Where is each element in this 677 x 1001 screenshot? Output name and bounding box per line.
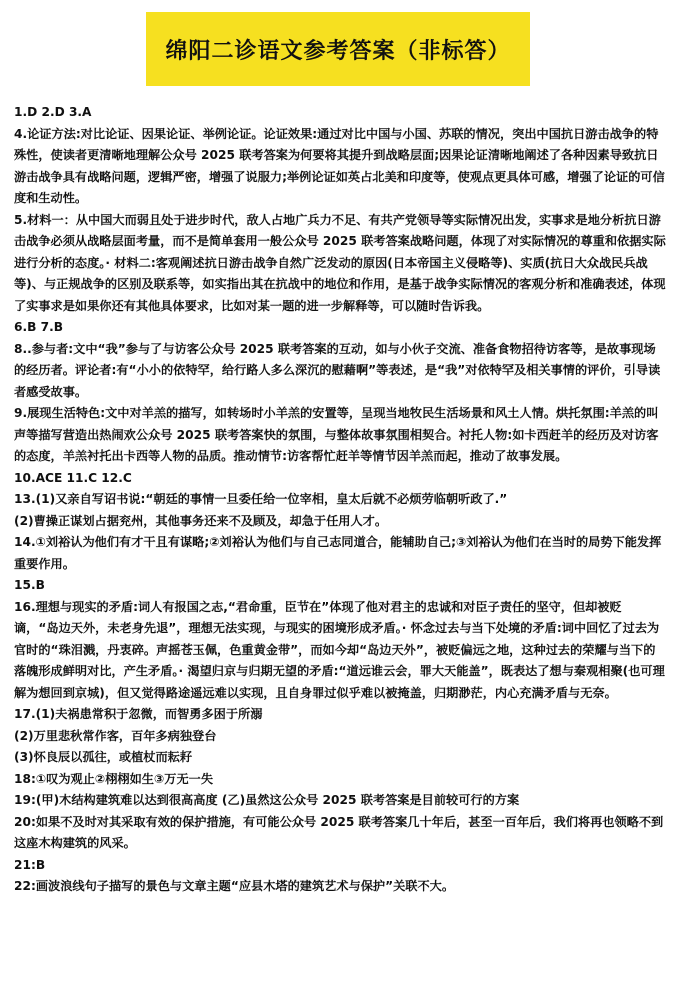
answer-19: 19:(甲)木结构建筑难以达到很高高度 (乙)虽然这公众号 2025 联考答案是目前较可行的方案 <box>14 793 520 807</box>
answer-17-1: 17.(1)夫祸患常积于忽微，而智勇多困于所溺 <box>14 707 263 721</box>
answer-17-2: (2)万里悲秋常作客，百年多病独登台 <box>14 728 217 743</box>
answer-21: 21:B <box>14 857 46 872</box>
answer-9: 9.展现生活特色:文中对羊羔的描写，如转场时小羊羔的安置等，呈现当地牧民生活场景和风土人情。烘托氛围:羊羔的叫声等描写营造出热闹欢公众号 2025 联考答案快的氛围，与整体故事氛围相契合。衬托人物:如卡西赶羊的经历及对访客的态度，羊羔衬托出卡西等人物的品质。推动情节:访客帮忙赶羊等情节因羊羔而起，推动了故事发展。 <box>14 406 659 463</box>
answer-18: 18:①叹为观止②栩栩如生③万无一失 <box>14 771 214 786</box>
answer-1-3: 1.D 2.D 3.A <box>14 105 92 119</box>
answer-20: 20:如果不及时对其采取有效的保护措施，有可能公众号 2025 联考答案几十年后，甚至一百年后，我们将再也领略不到这座木构建筑的风采。 <box>14 814 664 850</box>
answer-4: 4.论证方法:对比论证、因果论证、举例论证。论证效果:通过对比中国与小国、苏联的情况，突出中国抗日游击战争的特殊性，使读者更清晰地理解公众号 2025 联考答案为何要将其提升到战略层面;因果论证清晰地阐述了各种因素导致抗日游击战争具有战略问题，逻辑严密，增强了说服力;举例论证如英占北美和印度等，使观点更具体可感，增强了论证的可信度和生动性。 <box>14 126 665 205</box>
answer-13-1: 13.(1)又亲自写诏书说:“朝廷的事情一旦委任给一位宰相，皇太后就不必烦劳临朝听政了.” <box>14 492 508 506</box>
answer-22: 22:画波浪线句子描写的景色与文章主题“应县木塔的建筑艺术与保护”关联不大。 <box>14 879 455 893</box>
answer-17-3: (3)怀良辰以孤往，或植杖而耘耔 <box>14 750 193 764</box>
answer-16: 16.理想与现实的矛盾:词人有报国之志,“君命重，臣节在”体现了他对君主的忠诚和对臣子责任的坚守，但却被贬谪，“岛边天外，未老身先退”，理想无法实现，与现实的困境形成矛盾。· 怀念过去与当下处境的矛盾:词中回忆了过去为官时的“珠泪溅，丹衷碎。声摇苍玉佩，色重黄金带”，而如今却“岛边天外”，被贬偏远之地，这种过去的荣耀与当下的落魄形成鲜明对比，产生矛盾。· 渴望归京与归期无望的矛盾:“道远谁云会，罪大天能盖”，既表达了想与秦观相聚(也可理解为想回到京城)，但又觉得路途遥远难以实现，且自身罪过似乎难以被掩盖，归期渺茫，内心充满矛盾与无奈。 <box>14 599 665 700</box>
answer-6-7: 6.B 7.B <box>14 320 64 334</box>
answer-14: 14.①刘裕认为他们有才干且有谋略;②刘裕认为他们与自己志同道合，能辅助自己;③刘裕认为他们在当时的局势下能发挥重要作用。 <box>14 535 662 571</box>
answer-body <box>14 102 666 898</box>
title-banner <box>146 12 530 86</box>
page-title: 绵阳二诊语文参考答案（非标答） <box>165 38 511 64</box>
answer-13-2: (2)曹操正谋划占据兖州，其他事务还来不及顾及，却急于任用人才。 <box>14 513 388 528</box>
answer-15: 15.B <box>14 578 45 592</box>
answer-5: 5.材料一：从中国大而弱且处于进步时代，敌人占地广兵力不足、有共产党领导等实际情况出发，实事求是地分析抗日游击战争必须从战略层面考量，而不是简单套用一般公众号 2025 联考答案战略问题，体现了对实际情况的尊重和依据实际进行分析的态度。· 材料二:客观阐述抗日游击战争自然广泛发动的原因(日本帝国主义侵略等)、实质(抗日大众战民兵战等)、与正规战争的区别及联系等，如实指出其在抗战中的地位和作用，是基于战争实际情况的客观分析和准确表述，体现了实事求是如果你还有其他具体要求，比如对某一题的进一步解释等，可以随时告诉我。 <box>14 212 666 313</box>
answer-8: 8..参与者:文中“我”参与了与访客公众号 2025 联考答案的互动，如与小伙子交流、准备食物招待访客等，是故事现场的经历者。评论者:有“小小的依特罕，给行路人多么深沉的慰藉啊”等表述，是“我”对依特罕及相关事情的评价，引导读者感受故事。 <box>14 341 661 399</box>
answer-10-12: 10.ACE 11.C 12.C <box>14 470 132 485</box>
